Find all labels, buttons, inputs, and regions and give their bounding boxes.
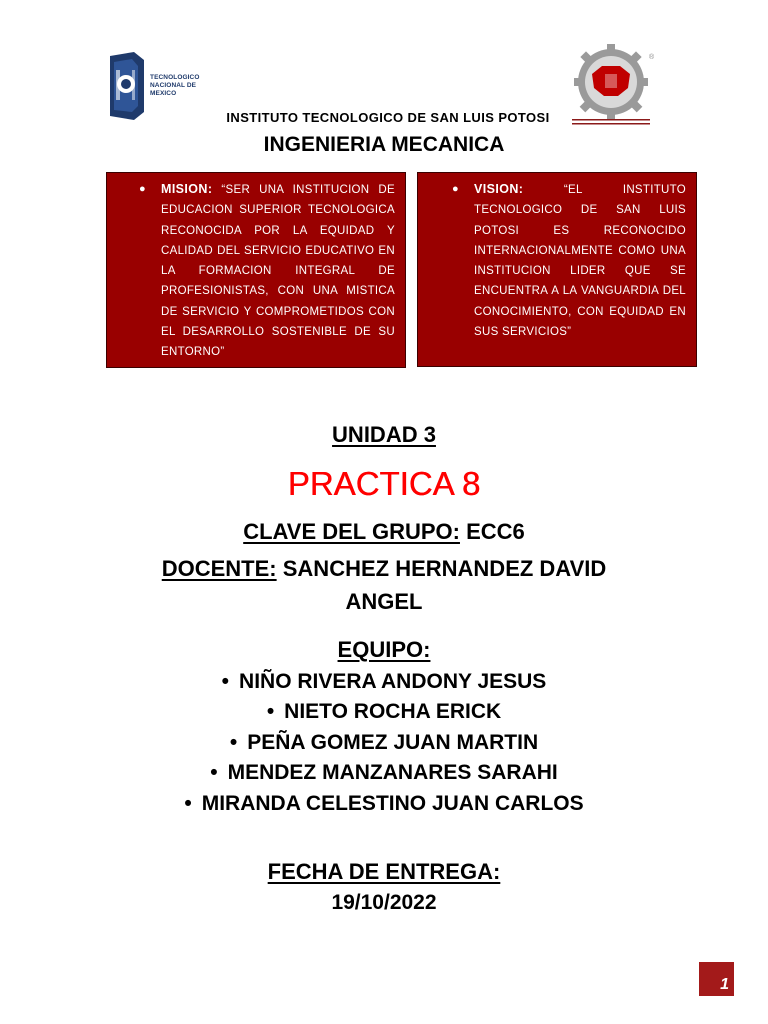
teacher-line — [0, 556, 768, 582]
page-number: 1 — [720, 976, 729, 993]
bullet-icon: • — [210, 761, 218, 784]
bullet-icon: • — [221, 670, 230, 693]
due-date-value: 19/10/2022 — [331, 891, 437, 914]
group-label: CLAVE DEL GRUPO: — [243, 519, 460, 544]
team-member — [0, 731, 768, 755]
team-member-name: NIÑO RIVERA ANDONY JESUS — [239, 670, 547, 693]
unit-title: UNIDAD 3 — [332, 422, 436, 447]
vision-label: VISION: — [474, 182, 524, 196]
group-value: ECC6 — [466, 519, 525, 544]
team-member — [0, 700, 768, 724]
mission-box — [106, 172, 406, 368]
bullet-icon: • — [229, 731, 238, 754]
vision-paragraph — [474, 179, 686, 342]
team-member-name: NIETO ROCHA ERICK — [284, 700, 502, 723]
registered-mark-icon: ® — [649, 54, 655, 61]
mission-paragraph — [161, 179, 395, 363]
vision-box — [417, 172, 697, 367]
bullet-icon: • — [184, 792, 192, 815]
tecnm-logo-line-1: TECNOLOGICO — [150, 74, 200, 81]
bullet-icon: ● — [139, 183, 146, 195]
tecnm-logo-line-2: NACIONAL DE MEXICO — [150, 82, 197, 97]
mission-label: MISION: — [161, 182, 213, 196]
team-member — [0, 761, 768, 785]
team-member-name: MIRANDA CELESTINO JUAN CARLOS — [201, 792, 584, 815]
teacher-value-line-2: ANGEL — [345, 589, 423, 614]
teacher-label: DOCENTE: — [161, 556, 277, 581]
bullet-icon: ● — [452, 183, 459, 195]
teacher-value-line-1: SANCHEZ HERNANDEZ DAVID — [282, 556, 607, 581]
practice-title: PRACTICA 8 — [287, 465, 481, 502]
team-member-name: PEÑA GOMEZ JUAN MARTIN — [247, 731, 539, 754]
group-line — [0, 519, 768, 545]
team-member-name: MENDEZ MANZANARES SARAHI — [227, 761, 558, 784]
bullet-icon: • — [266, 700, 275, 723]
institute-name: INSTITUTO TECNOLOGICO DE SAN LUIS POTOSI — [226, 110, 550, 125]
mission-text: “SER UNA INSTITUCION DE EDUCACION SUPERIOR TECNOLOGICA RECONOCIDA POR LA EQUIDAD Y CALIDAD DEL SERVICIO EDUCATIVO EN LA FORMACION INTEGRAL DE PROFESIONISTAS, CON UNA MISTICA DE SERVICIO Y COMPROMETIDOS CON EL DESARROLLO SOSTENIBLE DE SU ENTORNO” — [161, 184, 395, 359]
due-date-label: FECHA DE ENTREGA: — [267, 859, 501, 884]
career-title: INGENIERIA MECANICA — [263, 133, 505, 156]
page-number-box — [699, 962, 734, 996]
team-label: EQUIPO: — [337, 637, 431, 662]
vision-text: “EL INSTITUTO TECNOLOGICO DE SAN LUIS POTOSI ES RECONOCIDO INTERNACIONALMENTE COMO UNA INSTITUCION LIDER QUE SE ENCUENTRA A LA VANGUARDIA DEL CONOCIMIENTO, CON EQUIDAD EN SUS SERVICIOS” — [474, 184, 687, 339]
team-member — [0, 670, 768, 694]
team-member — [0, 792, 768, 816]
